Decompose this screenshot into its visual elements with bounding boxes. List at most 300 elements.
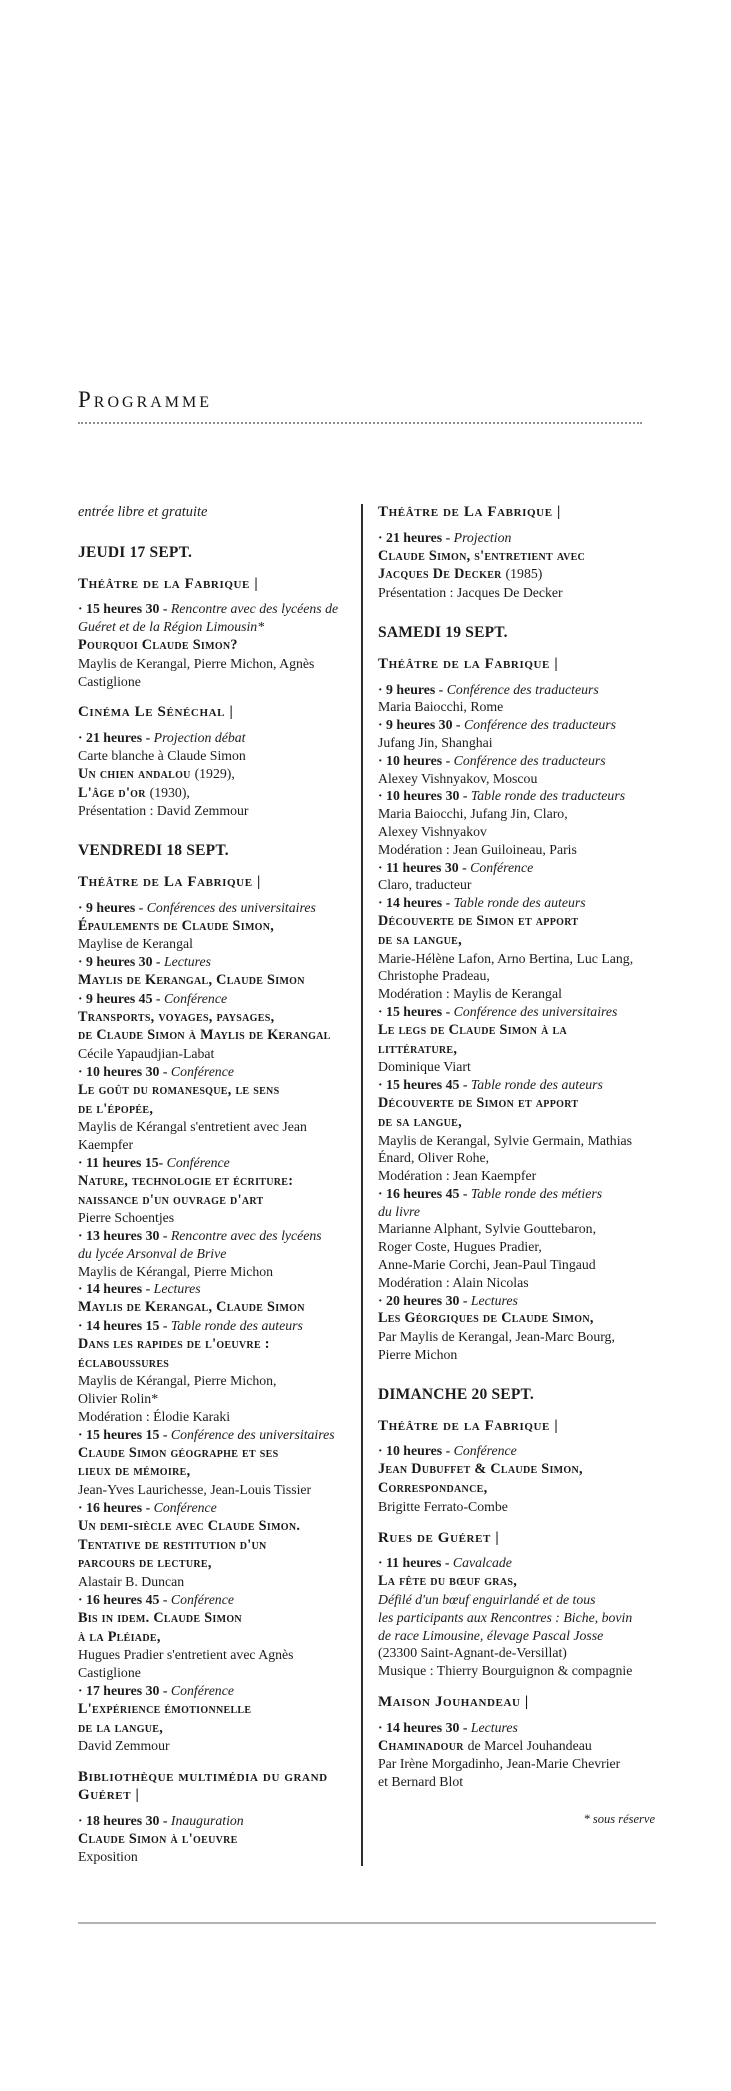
program-line — [378, 1256, 663, 1274]
text-run: Conférence des universitaires — [453, 1003, 618, 1019]
program-line — [78, 1554, 361, 1573]
text-run: · 16 heures 45 - — [378, 1185, 471, 1201]
text-run: Les Géorgiques de Claude Simon, — [378, 1310, 594, 1327]
program-line — [78, 1209, 361, 1227]
program-line — [378, 1442, 663, 1460]
program-line — [78, 1444, 361, 1463]
text-run: Découverte de Simon et apport — [378, 912, 579, 929]
text-run: · 9 heures 45 - — [78, 990, 164, 1006]
text-run: de sa langue, — [378, 1113, 462, 1130]
program-line — [378, 529, 663, 547]
text-run: Table ronde des auteurs — [453, 895, 586, 911]
text-run: Modération : Élodie Karaki — [78, 1409, 231, 1425]
program-line — [78, 1426, 361, 1444]
text-run: Conférence — [170, 1683, 234, 1699]
text-run: (23300 Saint-Agnant-de-Versillat) — [378, 1645, 567, 1661]
text-run: Conférence — [453, 1443, 517, 1459]
program-line — [78, 1573, 361, 1591]
venue-heading — [378, 1530, 663, 1548]
program-line — [78, 1081, 361, 1100]
program-line — [378, 716, 663, 734]
text-run: Le legs de Claude Simon à la — [378, 1021, 567, 1038]
text-run: du livre — [378, 1203, 421, 1219]
text-run: · 16 heures - — [78, 1500, 154, 1516]
program-line — [78, 747, 361, 765]
program-line — [78, 1372, 361, 1390]
program-line — [378, 565, 663, 584]
program-line — [378, 1113, 663, 1132]
program-line — [78, 1227, 361, 1245]
text-run: · 15 heures 45 - — [378, 1077, 471, 1093]
text-run: VENDREDI 18 SEPT. — [78, 842, 229, 860]
right-column — [361, 504, 663, 1866]
program-line — [378, 1167, 663, 1185]
text-run: · 10 heures - — [378, 752, 454, 768]
text-run: Kaempfer — [78, 1137, 134, 1153]
program-line — [78, 1008, 361, 1027]
free-entry-note — [78, 504, 361, 522]
text-run: (1985) — [505, 566, 543, 582]
text-run: Épaulements de Claude Simon, — [78, 917, 275, 934]
day-heading — [78, 544, 361, 562]
program-line — [378, 1149, 663, 1167]
program-line — [78, 765, 361, 784]
text-run: Conférence — [470, 859, 534, 875]
program-line — [78, 1390, 361, 1408]
text-run: Exposition — [78, 1849, 138, 1865]
text-run: Modération : Alain Nicolas — [378, 1274, 529, 1290]
text-run: Conférence des universitaires — [170, 1426, 335, 1442]
text-run: Olivier Rolin* — [78, 1391, 159, 1407]
text-run: · 13 heures 30 - — [78, 1228, 171, 1244]
text-run: Rencontre avec des lycéens — [170, 1228, 322, 1244]
text-run: · 15 heures - — [378, 1003, 454, 1019]
program-line — [78, 1499, 361, 1517]
program-line — [78, 1737, 361, 1755]
text-run: Table ronde des auteurs — [170, 1318, 303, 1334]
text-run: David Zemmour — [78, 1738, 170, 1754]
text-run: Guéret et de la Région Limousin* — [78, 619, 265, 635]
text-run: Un demi-siècle avec Claude Simon. — [78, 1517, 301, 1534]
program-line — [378, 1185, 663, 1203]
text-run: Bibliothèque multimédia du grand — [78, 1769, 328, 1786]
text-run: Maylise de Kerangal — [78, 936, 193, 952]
text-run: Chaminadour — [378, 1737, 468, 1754]
text-run: Maria Baiocchi, Jufang Jin, Claro, — [378, 806, 568, 822]
text-run: Maylis de Kerangal, Sylvie Germain, Mathias — [378, 1132, 633, 1148]
text-run: naissance d'un ouvrage d'art — [78, 1191, 264, 1208]
program-line — [78, 1536, 361, 1555]
program-line — [78, 618, 361, 636]
program-line — [378, 1755, 663, 1773]
program-columns — [78, 504, 663, 1866]
program-line — [78, 1280, 361, 1298]
program-line — [78, 1481, 361, 1499]
program-line — [78, 1335, 361, 1354]
program-line — [378, 1203, 663, 1221]
text-run: parcours de lecture, — [78, 1555, 212, 1572]
text-run: · 14 heures - — [378, 895, 454, 911]
text-run: et Bernard Blot — [378, 1774, 464, 1790]
venue-heading — [78, 1769, 361, 1787]
program-line — [378, 1058, 663, 1076]
program-line — [78, 1191, 361, 1210]
text-run: Alastair B. Duncan — [78, 1574, 185, 1590]
text-run: Bis in idem. Claude Simon — [78, 1609, 242, 1626]
text-run: Cécile Yapaudjian-Labat — [78, 1046, 215, 1062]
text-run: Brigitte Ferrato-Combe — [378, 1498, 508, 1514]
program-line — [78, 1719, 361, 1738]
text-run: (1929), — [194, 765, 235, 781]
text-run: Défilé d'un bœuf enguirlandé et de tous — [378, 1592, 596, 1608]
program-line — [378, 787, 663, 805]
text-run: · 11 heures 15- — [78, 1154, 167, 1170]
text-run: Lectures — [470, 1719, 518, 1735]
program-line — [378, 1021, 663, 1040]
text-run: Christophe Pradeau, — [378, 968, 490, 984]
text-run: Lectures — [470, 1292, 518, 1308]
program-line — [78, 1154, 361, 1172]
program-line — [378, 1274, 663, 1292]
text-run: (1930), — [149, 784, 190, 800]
program-line — [378, 770, 663, 788]
program-line — [378, 1309, 663, 1328]
program-line — [378, 1627, 663, 1645]
text-run: · 11 heures - — [378, 1555, 453, 1571]
text-run: Lectures — [163, 954, 211, 970]
program-line — [378, 823, 663, 841]
text-run: JEUDI 17 SEPT. — [78, 543, 193, 561]
text-run: Projection débat — [153, 730, 246, 746]
program-line — [378, 547, 663, 566]
text-run: Pourquoi Claude Simon? — [78, 636, 238, 653]
text-run: de Marcel Jouhandeau — [467, 1737, 592, 1753]
day-heading — [78, 842, 361, 860]
text-run: Claude Simon à l'oeuvre — [78, 1830, 238, 1847]
program-line — [78, 1646, 361, 1664]
text-run: Modération : Maylis de Kerangal — [378, 986, 562, 1002]
text-run: Musique : Thierry Bourguignon & compagnie — [378, 1663, 633, 1679]
text-run: DIMANCHE 20 SEPT. — [378, 1385, 534, 1403]
program-line — [78, 636, 361, 655]
text-run: Conférence des traducteurs — [463, 717, 616, 733]
program-line — [378, 967, 663, 985]
text-run: Par Irène Morgadinho, Jean-Marie Chevrier — [378, 1756, 621, 1772]
program-line — [78, 899, 361, 917]
text-run: Maria Baiocchi, Rome — [378, 699, 504, 715]
program-line — [378, 1040, 663, 1059]
text-run: Modération : Jean Kaempfer — [378, 1168, 537, 1184]
text-run: Maylis de Kérangal, Pierre Michon — [78, 1263, 274, 1279]
text-run: Inauguration — [170, 1812, 244, 1828]
text-run: à la Pléiade, — [78, 1628, 161, 1645]
text-run: les participants aux Rencontres : Biche, bovin — [378, 1609, 633, 1625]
program-line — [378, 805, 663, 823]
program-line — [78, 1664, 361, 1682]
program-line — [378, 698, 663, 716]
text-run: Jean Dubuffet & Claude Simon, — [378, 1461, 583, 1478]
program-line — [378, 1737, 663, 1756]
program-line — [378, 1719, 663, 1737]
text-run: L'âge d'or — [78, 784, 150, 801]
text-run: Anne-Marie Corchi, Jean-Paul Tingaud — [378, 1257, 596, 1273]
text-run: La fête du bœuf gras, — [378, 1573, 518, 1590]
text-run: · 10 heures - — [378, 1443, 454, 1459]
program-line — [378, 1346, 663, 1364]
text-run: · 15 heures 15 - — [78, 1426, 171, 1442]
program-line — [78, 1245, 361, 1263]
text-run: Lectures — [153, 1281, 201, 1297]
program-line — [78, 1136, 361, 1154]
text-run: · 15 heures 30 - — [78, 601, 171, 617]
text-run: Tentative de restitution d'un — [78, 1536, 267, 1553]
text-run: Conférence — [166, 1154, 230, 1170]
text-run: Par Maylis de Kerangal, Jean-Marc Bourg, — [378, 1329, 615, 1345]
program-line — [78, 729, 361, 747]
text-run: Hugues Pradier s'entretient avec Agnès — [78, 1647, 294, 1663]
program-line — [378, 1554, 663, 1572]
program-line — [378, 1591, 663, 1609]
text-run: Claude Simon géographe et ses — [78, 1444, 279, 1461]
program-line — [378, 1609, 663, 1627]
program-line — [78, 1591, 361, 1609]
text-run: Découverte de Simon et apport — [378, 1094, 579, 1111]
program-line — [378, 1773, 663, 1791]
text-run: Jean-Yves Laurichesse, Jean-Louis Tissier — [78, 1482, 312, 1498]
text-run: de race Limousine, élevage Pascal Josse — [378, 1627, 604, 1643]
left-column — [78, 504, 361, 1866]
text-run: Théâtre de la Fabrique | — [378, 655, 559, 672]
program-line — [78, 1298, 361, 1317]
page-title: Programme — [78, 387, 213, 412]
program-line — [78, 971, 361, 990]
text-run: Pierre Schoentjes — [78, 1210, 175, 1226]
program-line — [378, 985, 663, 1003]
program-line — [378, 1572, 663, 1591]
program-line — [378, 752, 663, 770]
text-run: Marianne Alphant, Sylvie Gouttebaron, — [378, 1221, 597, 1237]
program-line — [78, 1628, 361, 1647]
footnote-sous-reserve — [378, 1811, 663, 1829]
text-run: Roger Coste, Hugues Pradier, — [378, 1239, 542, 1255]
program-line — [78, 1517, 361, 1536]
program-line — [78, 1408, 361, 1426]
program-line — [378, 1292, 663, 1310]
text-run: Théâtre de La Fabrique | — [378, 504, 561, 520]
program-line — [378, 1328, 663, 1346]
program-line — [378, 1460, 663, 1479]
text-run: * sous réserve — [583, 1812, 655, 1826]
text-run: · 11 heures 30 - — [378, 859, 471, 875]
text-run: Cavalcade — [452, 1555, 512, 1571]
text-run: Présentation : Jacques De Decker — [378, 585, 563, 601]
text-run: Table ronde des traducteurs — [470, 788, 626, 804]
text-run: Claro, traducteur — [378, 877, 472, 893]
program-line — [378, 931, 663, 950]
text-run: Maylis de Kerangal, Claude Simon — [78, 971, 305, 988]
text-run: Maylis de Kerangal, Claude Simon — [78, 1299, 305, 1316]
program-line — [78, 953, 361, 971]
text-run: · 9 heures - — [78, 899, 147, 915]
text-run: · 10 heures 30 - — [78, 1063, 171, 1079]
program-line — [378, 876, 663, 894]
program-line — [78, 673, 361, 691]
program-line — [378, 734, 663, 752]
text-run: Alexey Vishnyakov, Moscou — [378, 770, 538, 786]
program-line — [378, 1220, 663, 1238]
venue-heading-cont — [78, 1787, 361, 1805]
program-line — [378, 894, 663, 912]
program-line — [378, 1238, 663, 1256]
text-run: Présentation : David Zemmour — [78, 803, 249, 819]
text-run: · 9 heures 30 - — [78, 954, 164, 970]
text-run: Pierre Michon — [378, 1347, 458, 1363]
text-run: Dans les rapides de l'oeuvre : — [78, 1335, 270, 1352]
text-run: Maylis de Kérangal, Pierre Michon, — [78, 1373, 277, 1389]
program-line — [378, 1479, 663, 1498]
text-run: Conférence des traducteurs — [453, 752, 606, 768]
text-run: Nature, technologie et écriture: — [78, 1172, 294, 1189]
text-run: · 14 heures - — [78, 1281, 154, 1297]
program-line — [78, 655, 361, 673]
text-run: Théâtre de la Fabrique | — [378, 1417, 559, 1434]
text-run: L'expérience émotionnelle — [78, 1700, 252, 1717]
bottom-divider — [78, 1922, 656, 1924]
text-run: Table ronde des auteurs — [470, 1077, 603, 1093]
venue-heading — [78, 704, 361, 722]
program-line — [378, 584, 663, 602]
program-line — [78, 1354, 361, 1373]
program-line — [378, 1132, 663, 1150]
text-run: Correspondance, — [378, 1480, 488, 1497]
program-line — [378, 1003, 663, 1021]
program-line — [78, 990, 361, 1008]
program-line — [378, 859, 663, 877]
text-run: Le goût du romanesque, le sens — [78, 1081, 280, 1098]
text-run: Table ronde des métiers — [470, 1185, 603, 1201]
text-run: entrée libre et gratuite — [78, 504, 208, 520]
program-line — [378, 1076, 663, 1094]
text-run: Jufang Jin, Shanghai — [378, 734, 493, 750]
day-heading — [378, 1386, 663, 1404]
text-run: éclaboussures — [78, 1354, 170, 1371]
program-line — [78, 1848, 361, 1866]
text-run: du lycée Arsonval de Brive — [78, 1245, 227, 1261]
venue-heading — [378, 656, 663, 674]
text-run: · 10 heures 30 - — [378, 788, 471, 804]
venue-heading — [378, 504, 663, 522]
text-run: · 18 heures 30 - — [78, 1812, 171, 1828]
text-run: Carte blanche à Claude Simon — [78, 747, 246, 763]
text-run: Alexey Vishnyakov — [378, 823, 487, 839]
text-run: Conférence — [170, 1592, 234, 1608]
program-line — [78, 1700, 361, 1719]
text-run: Dominique Viart — [378, 1059, 471, 1075]
text-run: Maylis de Kérangal s'entretient avec Jean — [78, 1119, 307, 1135]
venue-heading — [78, 874, 361, 892]
text-run: Transports, voyages, paysages, — [78, 1008, 275, 1025]
text-run: Marie-Hélène Lafon, Arno Bertina, Luc Lang, — [378, 950, 634, 966]
program-line — [78, 935, 361, 953]
text-run: · 14 heures 30 - — [378, 1719, 471, 1735]
program-line — [378, 1662, 663, 1680]
text-run: Projection — [453, 529, 512, 545]
program-line — [78, 1609, 361, 1628]
program-line — [78, 1812, 361, 1830]
text-run: Maison Jouhandeau | — [378, 1694, 529, 1711]
program-line — [78, 600, 361, 618]
venue-heading — [78, 576, 361, 594]
program-line — [78, 1263, 361, 1281]
text-run: · 17 heures 30 - — [78, 1683, 171, 1699]
program-line — [78, 1830, 361, 1849]
program-line — [78, 1462, 361, 1481]
text-run: · 14 heures 15 - — [78, 1318, 171, 1334]
program-line — [378, 1498, 663, 1516]
program-line — [378, 841, 663, 859]
text-run: de sa langue, — [378, 931, 462, 948]
program-line — [78, 1026, 361, 1045]
program-line — [78, 917, 361, 936]
program-line — [78, 1063, 361, 1081]
program-line — [78, 802, 361, 820]
text-run: Théâtre de la Fabrique | — [78, 575, 259, 592]
program-line — [78, 1045, 361, 1063]
program-line — [378, 1094, 663, 1113]
program-line — [378, 681, 663, 699]
program-line — [78, 1682, 361, 1700]
text-run: Jacques De Decker — [378, 566, 506, 583]
text-run: de l'épopée, — [78, 1100, 154, 1117]
text-run: de la langue, — [78, 1719, 164, 1736]
text-run: Conférence — [153, 1500, 217, 1516]
text-run: · 21 heures - — [378, 529, 454, 545]
text-run: lieux de mémoire, — [78, 1463, 191, 1480]
day-heading — [378, 624, 663, 642]
text-run: Castiglione — [78, 1665, 141, 1681]
text-run: · 9 heures 30 - — [378, 717, 464, 733]
text-run: Castiglione — [78, 673, 141, 689]
program-line — [78, 784, 361, 803]
text-run: Rues de Guéret | — [378, 1529, 500, 1546]
program-line — [78, 1118, 361, 1136]
text-run: · 20 heures 30 - — [378, 1292, 471, 1308]
text-run: · 9 heures - — [378, 681, 447, 697]
program-line — [78, 1317, 361, 1335]
text-run: Claude Simon, s'entretient avec — [378, 547, 586, 564]
program-line — [378, 1644, 663, 1662]
text-run: Conférence — [170, 1063, 234, 1079]
text-run: Un chien andalou — [78, 765, 195, 782]
text-run: Conférence — [163, 990, 228, 1006]
text-run: Conférences des universitaires — [146, 899, 316, 915]
program-line — [78, 1100, 361, 1119]
venue-heading — [378, 1418, 663, 1436]
text-run: SAMEDI 19 SEPT. — [378, 623, 508, 641]
dotted-divider — [78, 422, 642, 424]
text-run: Théâtre de La Fabrique | — [78, 873, 261, 890]
program-line — [378, 950, 663, 968]
text-run: littérature, — [378, 1040, 458, 1057]
text-run: · 21 heures - — [78, 730, 154, 746]
text-run: Cinéma Le Sénéchal | — [78, 704, 234, 721]
program-line — [378, 912, 663, 931]
text-run: Conférence des traducteurs — [446, 681, 599, 697]
text-run: Maylis de Kerangal, Pierre Michon, Agnès — [78, 655, 315, 671]
text-run: de Claude Simon à Maylis de Kerangal — [78, 1027, 331, 1044]
text-run: · 16 heures 45 - — [78, 1592, 171, 1608]
text-run: Rencontre avec des lycéens de — [170, 601, 339, 617]
